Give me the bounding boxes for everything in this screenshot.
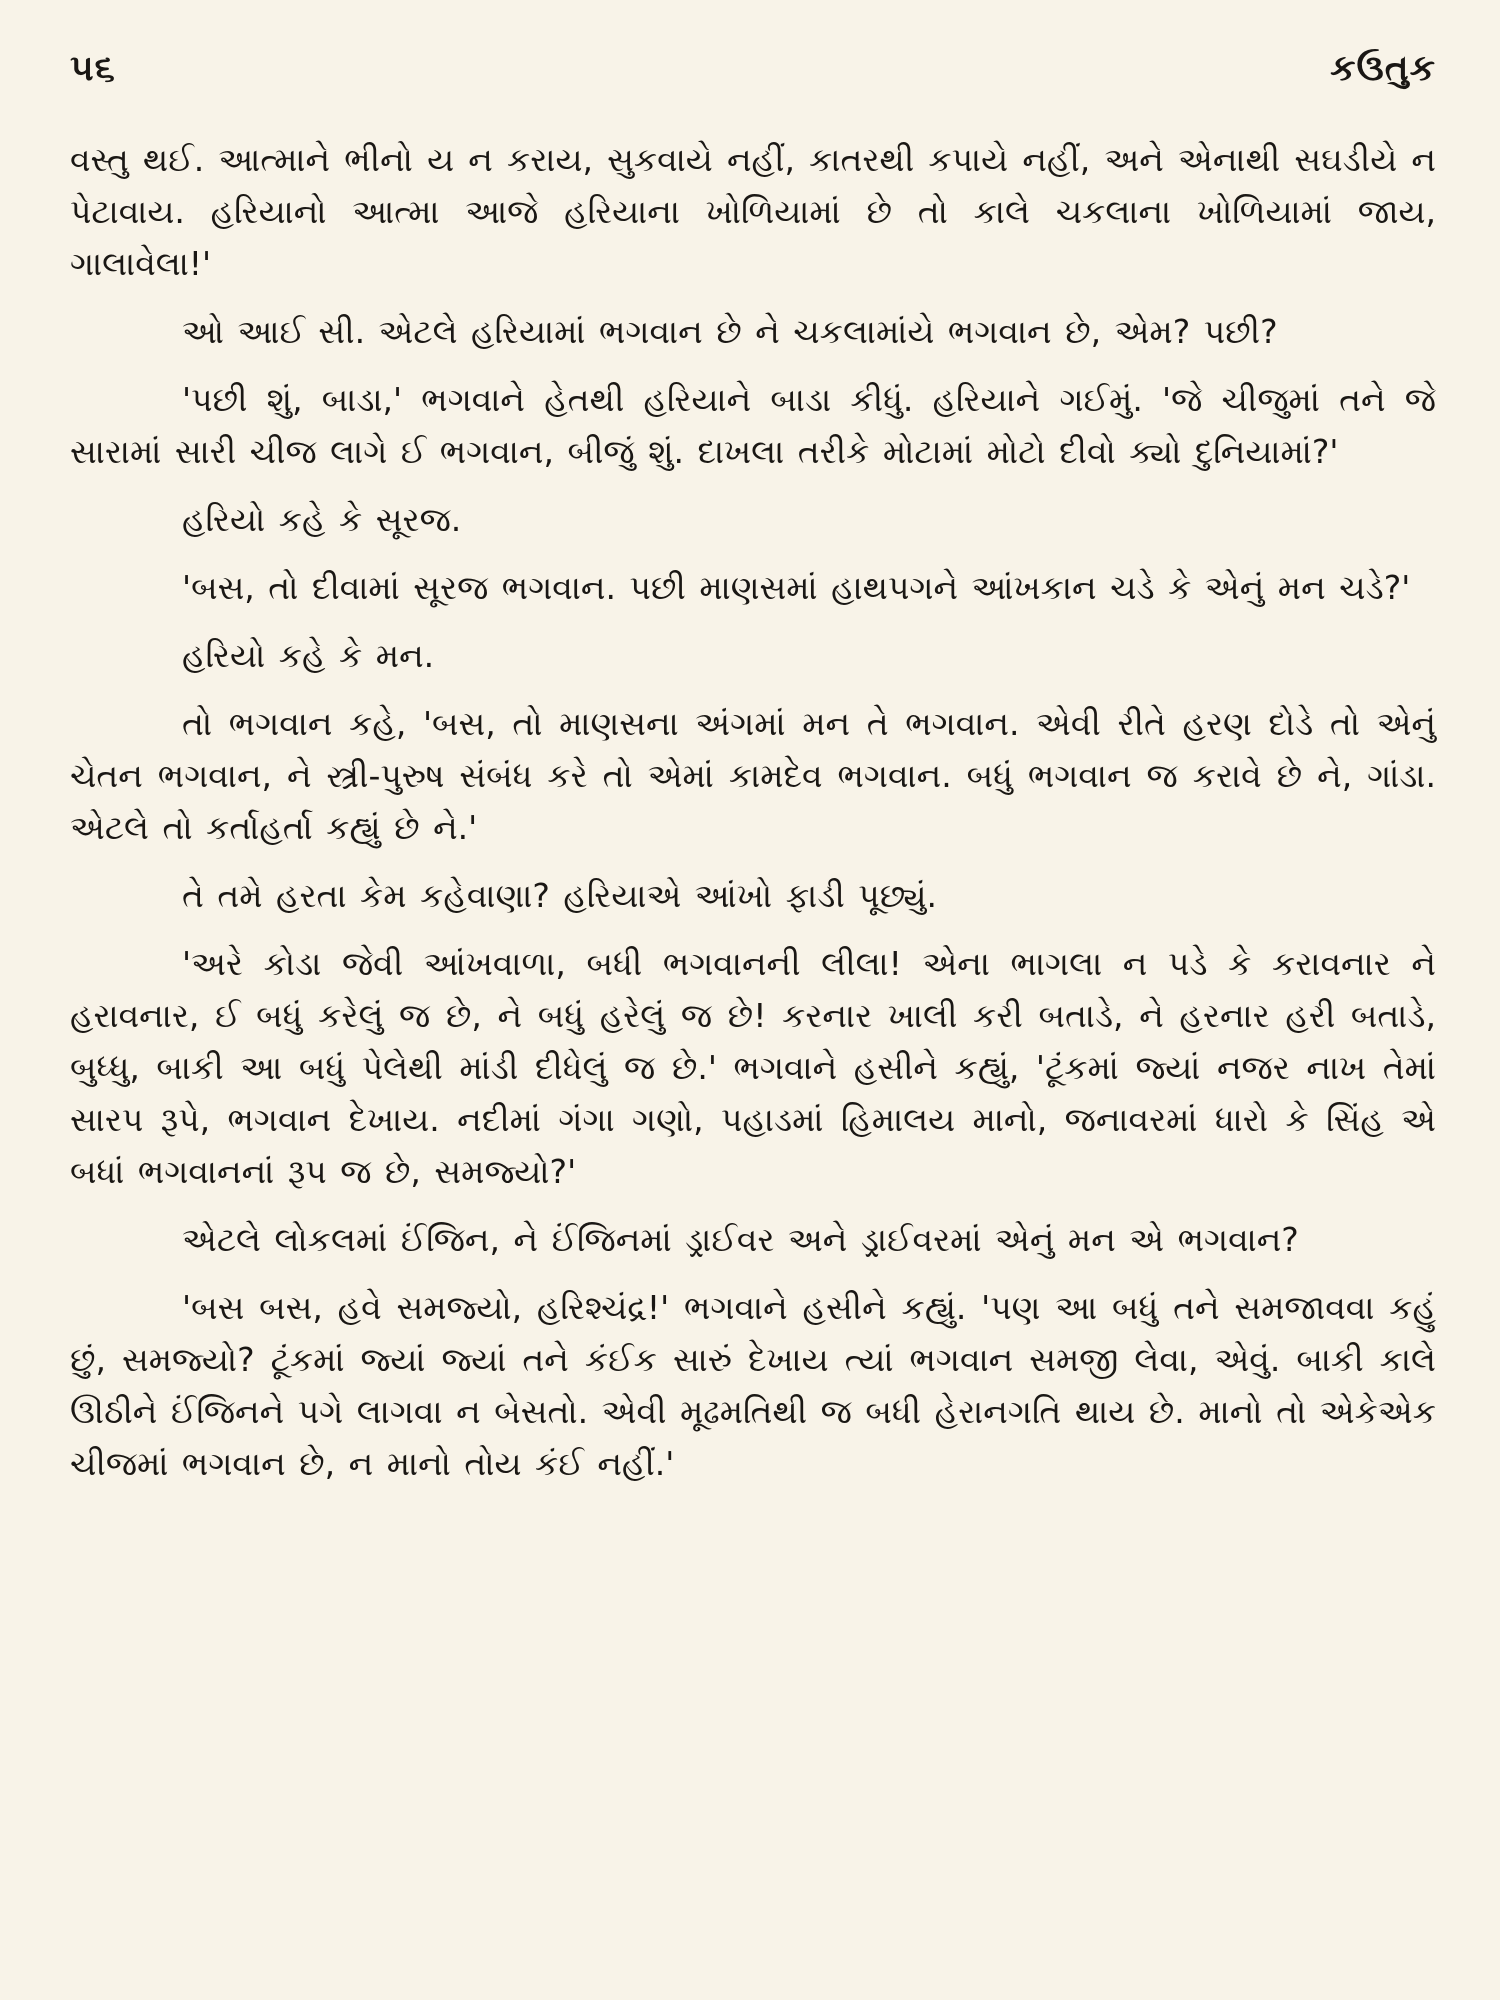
paragraph: 'બસ બસ, હવે સમજ્યો, હરિશ્ચંદ્ર!' ભગવાને હસીને કહ્યું. 'પણ આ બધું તને સમજાવવા કહું છું, સમજ્યો? ટૂંકમાં જ્યાં જ્યાં તને કંઈક સારું દેખાય ત્યાં ભગવાન સમજી લેવા, એવું. બાકી કાલે ઊઠીને ઈંજિનને પગે લાગવા ન બેસતો. એવી મૂઢમતિથી જ બધી હેરાનગતિ થાય છે. માનો તો એકેએક ચીજમાં ભગવાન છે, ન માનો તોય કંઈ નહીં.' [70, 1288, 1436, 1483]
paragraph: એટલે લોકલમાં ઈંજિન, ને ઈંજિનમાં ડ્રાઈવર અને ડ્રાઈવરમાં એનું મન એ ભગવાન? [182, 1220, 1299, 1259]
paragraph: હરિયો કહે કે સૂરજ. [182, 500, 462, 539]
paragraph: 'બસ, તો દીવામાં સૂરજ ભગવાન. પછી માણસમાં હાથપગને આંખકાન ચડે કે એનું મન ચડે?' [182, 568, 1411, 607]
page-header [70, 48, 1436, 120]
paragraph: વસ્તુ થઈ. આત્માને ભીનો ય ન કરાય, સુકવાયે નહીં, કાતરથી કપાયે નહીં, અને એનાથી સઘડીયે ન પેટાવાય. હરિયાનો આત્મા આજે હરિયાના ખોળિયામાં છે તો કાલે ચકલાના ખોળિયામાં જાય, ગાલાવેલા!' [70, 140, 1436, 283]
paragraph: તો ભગવાન કહે, 'બસ, તો માણસના અંગમાં મન તે ભગવાન. એવી રીતે હરણ દોડે તો એનું ચેતન ભગવાન, ને સ્ત્રી-પુરુષ સંબંધ કરે તો એમાં કામદેવ ભગવાન. બધું ભગવાન જ કરાવે છે ને, ગાંડા. એટલે તો કર્તાહર્તા કહ્યું છે ને.' [70, 704, 1436, 847]
paragraph: તે તમે હરતા કેમ કહેવાણા? હરિયાએ આંખો ફાડી પૂછ્યું. [182, 876, 937, 915]
paragraph: 'અરે કોડા જેવી આંખવાળા, બધી ભગવાનની લીલા! એના ભાગલા ન પડે કે કરાવનાર ને હરાવનાર, ઈ બધું કરેલું જ છે, ને બધું હરેલું જ છે! કરનાર ખાલી કરી બતાડે, ને હરનાર હરી બતાડે, બુધ્ધુ, બાકી આ બધું પેલેથી માંડી દીધેલું જ છે.' ભગવાને હસીને કહ્યું, 'ટૂંકમાં જ્યાં નજર નાખ તેમાં સારપ રૂપે, ભગવાન દેખાય. નદીમાં ગંગા ગણો, પહાડમાં હિમાલય માનો, જનાવરમાં ધારો કે સિંહ એ બધાં ભગવાનનાં રૂપ જ છે, સમજ્યો?' [70, 944, 1436, 1191]
paragraph: 'પછી શું, બાડા,' ભગવાને હેતથી હરિયાને બાડા કીધું. હરિયાને ગઈમું. 'જે ચીજુમાં તને જે સારામાં સારી ચીજ લાગે ઈ ભગવાન, બીજું શું. દાખલા તરીકે મોટામાં મોટો દીવો ક્યો દુનિયામાં?' [70, 380, 1436, 471]
paragraph: ઓ આઈ સી. એટલે હરિયામાં ભગવાન છે ને ચકલામાંયે ભગવાન છે, એમ? પછી? [182, 312, 1278, 351]
body-text [70, 134, 1436, 1490]
paragraph: હરિયો કહે કે મન. [182, 636, 435, 675]
running-title: કઉતુક [1330, 48, 1436, 89]
page-number: ૫૬ [70, 48, 116, 89]
